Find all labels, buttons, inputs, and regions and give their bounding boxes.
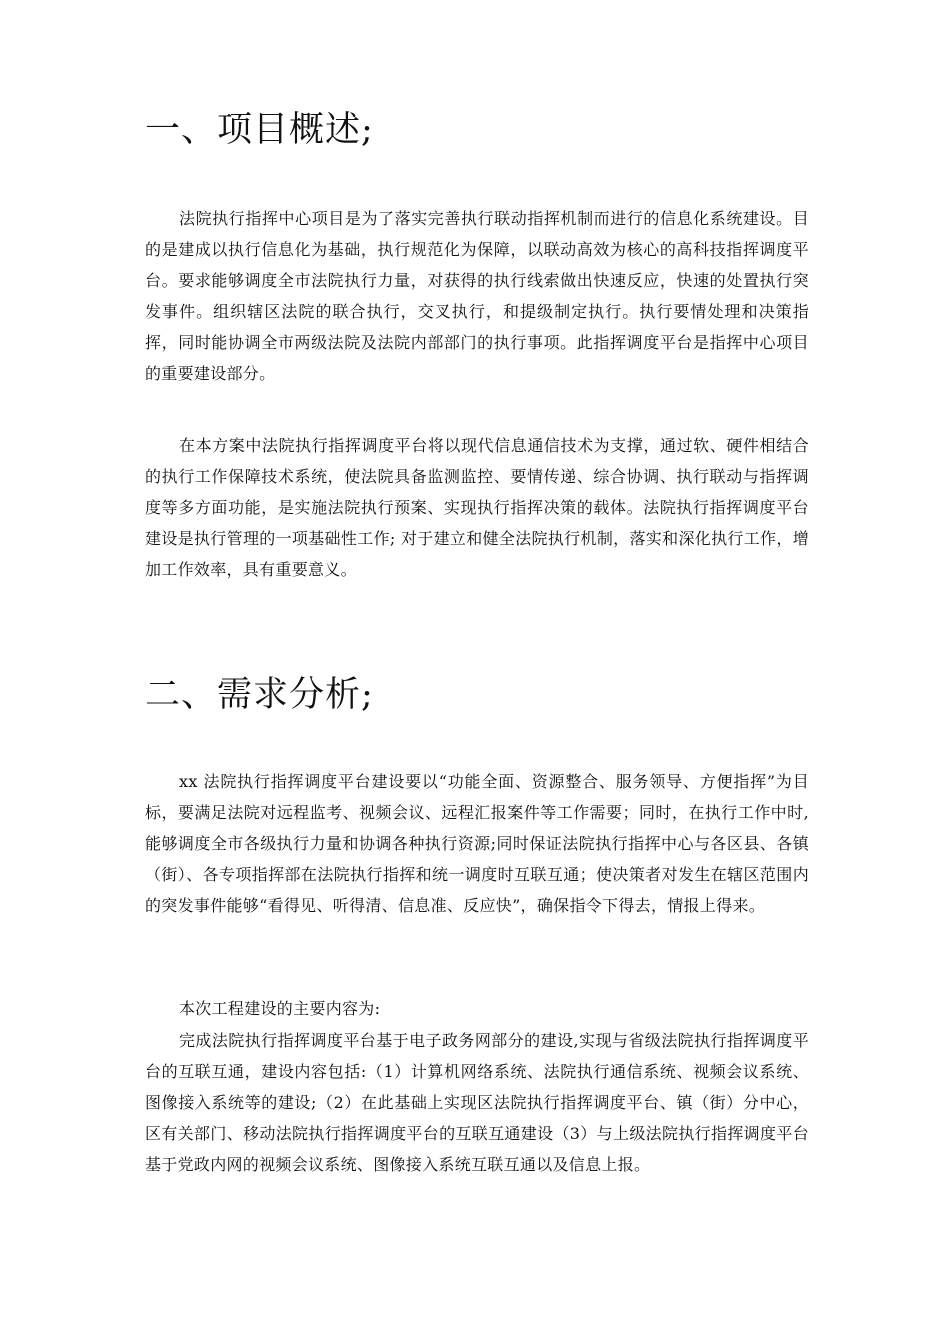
requirements-paragraph-1: xx 法院执行指挥调度平台建设要以“功能全面、资源整合、服务领导、方便指挥”为目标，要满足法院对远程监考、视频会议、远程汇报案件等工作需要；同时，在执行工作中时,能够调度全市各级执行力量和协调各种执行资源;同时保证法院执行指挥中心与各区县、各镇（街）、各专项指挥部在法院执行指挥和统一调度时互联互通；使决策者对发生在辖区范围内的突发事件能够“看得见、听得清、信息准、反应快”，确保指令下得去，情报上得来。 [145,772,809,915]
section-heading-overview: 一、项目概述; [145,110,374,150]
overview-paragraph-2: 在本方案中法院执行指挥调度平台将以现代信息通信技术为支撑，通过软、硬件相结合的执行工作保障技术系统，使法院具备监测监控、要情传递、综合协调、执行联动与指挥调度等多方面功能，是实施法院执行预案、实现执行指挥决策的载体。法院执行指挥调度平台建设是执行管理的一项基础性工作; 对于建立和健全法院执行机制，落实和深化执行工作，增加工作效率，具有重要意义。 [145,436,809,579]
overview-paragraph-1: 法院执行指挥中心项目是为了落实完善执行联动指挥机制而进行的信息化系统建设。目的是建成以执行信息化为基础，执行规范化为保障，以联动高效为核心的高科技指挥调度平台。要求能够调度全市法院执行力量，对获得的执行线索做出快速反应，快速的处置执行突发事件。组织辖区法院的联合执行，交叉执行，和提级制定执行。执行要情处理和决策指挥，同时能协调全市两级法院及法院内部部门的执行事项。此指挥调度平台是指挥中心项目的重要建设部分。 [145,209,809,383]
requirements-paragraph-3: 完成法院执行指挥调度平台基于电子政务网部分的建设,实现与省级法院执行指挥调度平台的互联互通，建设内容包括:（1）计算机网络系统、法院执行通信系统、视频会议系统、图像接入系统等的建设;（2）在此基础上实现区法院执行指挥调度平台、镇（街）分中心，区有关部门、移动法院执行指挥调度平台的互联互通建设（3）与上级法院执行指挥调度平台基于党政内网的视频会议系统、图像接入系统互联互通以及信息上报。 [145,1031,809,1174]
section-heading-requirements: 二、需求分析; [145,675,374,715]
requirements-paragraph-2: 本次工程建设的主要内容为: [179,999,381,1018]
